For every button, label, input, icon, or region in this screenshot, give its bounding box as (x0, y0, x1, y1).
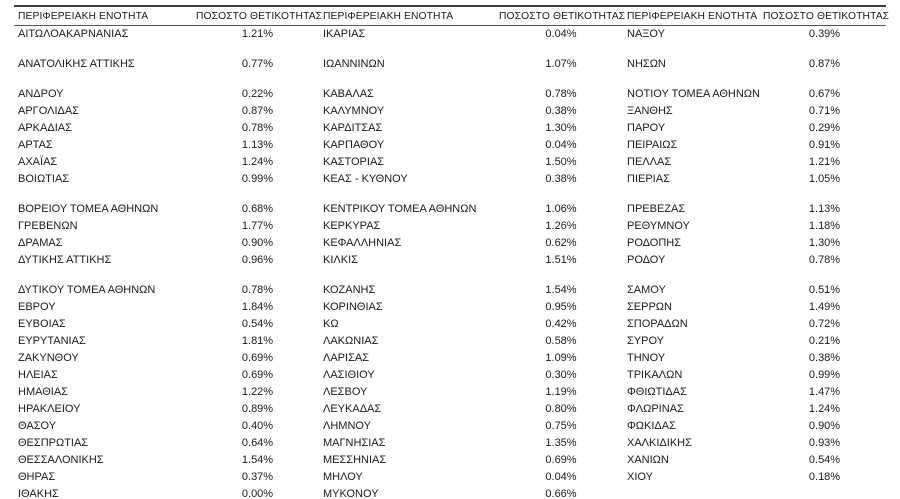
cell-region-name: ΚΕΑΣ - ΚΥΘΝΟΥ (323, 173, 408, 185)
cell-positivity-value: 0.64% (241, 437, 274, 449)
cell-positivity-value (763, 486, 886, 499)
table-row (14, 120, 886, 137)
table-row (14, 201, 886, 218)
cell-positivity-value: 0.18% (808, 471, 841, 483)
cell-region-name: ΠΕΙΡΑΙΩΣ (627, 139, 678, 151)
table-row (14, 171, 886, 188)
cell-positivity-value: 0.90% (241, 237, 274, 249)
cell-region-name (623, 486, 763, 499)
cell-positivity-value: 0.00% (196, 486, 319, 499)
cell-region-name: ΙΩΑΝΝΙΝΩΝ (323, 58, 385, 70)
cell-region-name: ΧΙΟΥ (627, 471, 653, 483)
cell-region-name (623, 188, 763, 201)
cell-region-name: ΘΗΡΑΣ (18, 471, 56, 483)
cell-positivity-value (196, 269, 319, 282)
cell-positivity-value: 1.24% (808, 403, 841, 415)
table-row (14, 252, 886, 269)
cell-region-name: ΑΡΤΑΣ (18, 139, 53, 151)
table-spacer-row (14, 188, 886, 201)
cell-region-name: ΘΑΣΟΥ (18, 420, 57, 432)
cell-region-name: ΚΕΡΚΥΡΑΣ (323, 220, 381, 232)
cell-positivity-value: 0.54% (241, 318, 274, 330)
cell-region-name: ΡΟΔΟΠΗΣ (627, 237, 682, 249)
cell-region-name: ΑΙΤΩΛΟΑΚΑΡΝΑΝΙΑΣ (18, 28, 129, 40)
cell-positivity-value: 0.91% (808, 139, 841, 151)
cell-region-name: ΒΟΡΕΙΟΥ ΤΟΜΕΑ ΑΘΗΝΩΝ (18, 203, 159, 215)
cell-region-name: ΕΥΒΟΙΑΣ (18, 318, 66, 330)
table-row (14, 282, 886, 299)
cell-region-name: ΚΑΛΥΜΝΟΥ (323, 105, 385, 117)
header-positivity-3: ΠΟΣΟΣΤΟ ΘΕΤΙΚΟΤΗΤΑΣ (763, 6, 886, 26)
cell-positivity-value: 0.80% (545, 403, 577, 415)
cell-region-name: ΚΑΡΔΙΤΣΑΣ (323, 122, 383, 134)
cell-region-name: ΠΑΡΟΥ (627, 122, 666, 134)
cell-positivity-value (763, 269, 886, 282)
cell-region-name: ΛΕΣΒΟΥ (323, 386, 368, 398)
header-row (14, 6, 886, 26)
cell-region-name: ΦΘΙΩΤΙΔΑΣ (627, 386, 687, 398)
cell-region-name: ΞΑΝΘΗΣ (627, 105, 673, 117)
table-row (14, 218, 886, 235)
cell-positivity-value: 0.37% (241, 471, 274, 483)
cell-positivity-value: 0.69% (241, 352, 274, 364)
cell-region-name: ΠΡΕΒΕΖΑΣ (627, 203, 686, 215)
cell-positivity-value: 0.04% (545, 139, 577, 151)
header-positivity-2: ΠΟΣΟΣΤΟ ΘΕΤΙΚΟΤΗΤΑΣ (499, 6, 623, 26)
cell-positivity-value: 1.05% (808, 173, 841, 185)
cell-positivity-value: 0.90% (808, 420, 841, 432)
table-row (14, 350, 886, 367)
cell-region-name: ΚΟΖΑΝΗΣ (323, 284, 376, 296)
cell-region-name: ΚΑΡΠΑΘΟΥ (323, 139, 385, 151)
cell-region-name: ΣΑΜΟΥ (627, 284, 666, 296)
cell-positivity-value (499, 269, 623, 282)
cell-region-name: ΛΕΥΚΑΔΑΣ (323, 403, 382, 415)
cell-positivity-value: 0.39% (808, 28, 841, 40)
cell-region-name: ΣΠΟΡΑΔΩΝ (627, 318, 688, 330)
cell-positivity-value: 1.50% (545, 156, 577, 168)
cell-positivity-value: 1.47% (808, 386, 841, 398)
cell-region-name: ΝΗΣΩΝ (627, 58, 666, 70)
cell-region-name (319, 269, 499, 282)
cell-positivity-value: 0.75% (545, 420, 577, 432)
cell-positivity-value: 0.54% (808, 454, 841, 466)
cell-positivity-value: 1.35% (545, 437, 577, 449)
table-row (14, 154, 886, 171)
cell-region-name: ΕΥΡΥΤΑΝΙΑΣ (18, 335, 86, 347)
cell-region-name: ΡΟΔΟΥ (627, 254, 666, 266)
cell-region-name: ΣΥΡΟΥ (627, 335, 665, 347)
cell-region-name (14, 269, 196, 282)
cell-region-name: ΣΕΡΡΩΝ (627, 301, 672, 313)
cell-region-name: ΔΡΑΜΑΣ (18, 237, 63, 249)
cell-positivity-value: 1.81% (241, 335, 274, 347)
table-header (14, 6, 890, 26)
table-row (14, 26, 886, 44)
cell-region-name: ΗΛΕΙΑΣ (18, 369, 58, 381)
cell-region-name: ΦΩΚΙΔΑΣ (627, 420, 676, 432)
cell-positivity-value: 0.67% (808, 88, 841, 100)
cell-positivity-value: 1.54% (241, 454, 274, 466)
cell-region-name: ΛΑΣΙΘΙΟΥ (323, 369, 375, 381)
cell-region-name: ΛΑΚΩΝΙΑΣ (323, 335, 379, 347)
cell-region-name: ΤΗΝΟΥ (627, 352, 666, 364)
cell-positivity-value: 0.69% (545, 454, 577, 466)
cell-positivity-value: 1.22% (241, 386, 274, 398)
cell-positivity-value: 0.72% (808, 318, 841, 330)
cell-region-name: ΛΑΡΙΣΑΣ (323, 352, 370, 364)
cell-region-name: ΕΒΡΟΥ (18, 301, 56, 313)
table-spacer-row (14, 269, 886, 282)
cell-positivity-value: 1.54% (545, 284, 577, 296)
cell-region-name: ΚΕΝΤΡΙΚΟΥ ΤΟΜΕΑ ΑΘΗΝΩΝ (323, 203, 477, 215)
cell-region-name (14, 188, 196, 201)
positivity-rate-table (14, 5, 890, 499)
cell-positivity-value: 0.78% (545, 88, 577, 100)
table-row (14, 367, 886, 384)
cell-positivity-value (763, 73, 886, 86)
table-row (14, 299, 886, 316)
cell-region-name (14, 43, 196, 56)
cell-positivity-value: 1.18% (808, 220, 841, 232)
cell-positivity-value: 1.09% (545, 352, 577, 364)
cell-positivity-value: 1.26% (545, 220, 577, 232)
cell-positivity-value: 0.38% (545, 173, 577, 185)
cell-region-name: ΠΕΛΛΑΣ (627, 156, 672, 168)
cell-positivity-value: 0.95% (545, 301, 577, 313)
cell-region-name: ΜΥΚΟΝΟΥ (319, 486, 499, 499)
cell-positivity-value: 1.13% (241, 139, 274, 151)
cell-region-name: ΘΕΣΠΡΩΤΙΑΣ (18, 437, 89, 449)
cell-region-name: ΝΑΞΟΥ (627, 28, 665, 40)
cell-positivity-value (196, 188, 319, 201)
table-row (14, 401, 886, 418)
cell-positivity-value: 0.78% (241, 284, 274, 296)
cell-region-name (14, 73, 196, 86)
cell-region-name: ΑΡΓΟΛΙΔΑΣ (18, 105, 79, 117)
cell-region-name (319, 43, 499, 56)
cell-positivity-value: 0.71% (808, 105, 841, 117)
table-row (14, 333, 886, 350)
cell-region-name: ΓΡΕΒΕΝΩΝ (18, 220, 78, 232)
cell-region-name: ΚΑΣΤΟΡΙΑΣ (323, 156, 385, 168)
cell-positivity-value: 0.93% (808, 437, 841, 449)
cell-positivity-value: 0.87% (808, 58, 841, 70)
cell-region-name: ΧΑΝΙΩΝ (627, 454, 669, 466)
cell-region-name: ΒΟΙΩΤΙΑΣ (18, 173, 70, 185)
header-positivity-1: ΠΟΣΟΣΤΟ ΘΕΤΙΚΟΤΗΤΑΣ (196, 6, 319, 26)
table-row (14, 469, 886, 486)
cell-region-name: ΧΑΛΚΙΔΙΚΗΣ (627, 437, 692, 449)
table-row (14, 86, 886, 103)
cell-region-name: ΚΩ (323, 318, 339, 330)
cell-positivity-value: 0.78% (808, 254, 841, 266)
cell-region-name: ΦΛΩΡΙΝΑΣ (627, 403, 684, 415)
cell-positivity-value: 0.42% (545, 318, 577, 330)
cell-region-name: ΝΟΤΙΟΥ ΤΟΜΕΑ ΑΘΗΝΩΝ (627, 88, 760, 100)
cell-positivity-value: 1.49% (808, 301, 841, 313)
cell-positivity-value: 0.40% (241, 420, 274, 432)
table-row (14, 384, 886, 401)
cell-positivity-value (499, 43, 623, 56)
cell-positivity-value: 0.62% (545, 237, 577, 249)
table-row (14, 103, 886, 120)
cell-positivity-value: 0.21% (808, 335, 841, 347)
cell-region-name (623, 73, 763, 86)
cell-positivity-value: 0.99% (241, 173, 274, 185)
cell-positivity-value: 0.68% (241, 203, 274, 215)
cell-region-name: ΖΑΚΥΝΘΟΥ (18, 352, 79, 364)
cell-region-name: ΚΕΦΑΛΛΗΝΙΑΣ (323, 237, 402, 249)
table-row (14, 418, 886, 435)
cell-positivity-value: 0.38% (545, 105, 577, 117)
cell-positivity-value: 1.13% (808, 203, 841, 215)
cell-region-name: ΚΑΒΑΛΑΣ (323, 88, 374, 100)
cell-positivity-value (499, 73, 623, 86)
header-region-2: ΠΕΡΙΦΕΡΕΙΑΚΗ ΕΝΟΤΗΤΑ (319, 6, 499, 26)
cell-region-name: ΙΚΑΡΙΑΣ (323, 28, 366, 40)
cell-positivity-value: 1.21% (241, 28, 274, 40)
cell-region-name: ΚΟΡΙΝΘΙΑΣ (323, 301, 383, 313)
header-region-1: ΠΕΡΙΦΕΡΕΙΑΚΗ ΕΝΟΤΗΤΑ (14, 6, 196, 26)
table-spacer-row (14, 43, 886, 56)
cell-region-name: ΑΧΑΪΑΣ (18, 156, 58, 168)
cell-positivity-value: 0.66% (499, 486, 623, 499)
cell-positivity-value (763, 188, 886, 201)
cell-region-name: ΔΥΤΙΚΗΣ ΑΤΤΙΚΗΣ (18, 254, 112, 266)
cell-region-name (319, 73, 499, 86)
cell-region-name: ΔΥΤΙΚΟΥ ΤΟΜΕΑ ΑΘΗΝΩΝ (18, 284, 156, 296)
cell-positivity-value: 0.22% (241, 88, 274, 100)
cell-positivity-value: 0.96% (241, 254, 274, 266)
table-row (14, 486, 886, 499)
cell-positivity-value: 0.78% (241, 122, 274, 134)
cell-region-name (623, 269, 763, 282)
cell-region-name: ΜΗΛΟΥ (323, 471, 363, 483)
cell-positivity-value: 0.04% (545, 471, 577, 483)
cell-positivity-value: 1.06% (545, 203, 577, 215)
cell-positivity-value: 0.89% (241, 403, 274, 415)
cell-positivity-value: 0.77% (241, 58, 274, 70)
cell-positivity-value: 0.29% (808, 122, 841, 134)
cell-region-name (623, 43, 763, 56)
cell-positivity-value: 1.51% (545, 254, 577, 266)
cell-positivity-value: 0.99% (808, 369, 841, 381)
cell-region-name: ΗΡΑΚΛΕΙΟΥ (18, 403, 81, 415)
cell-region-name: ΗΜΑΘΙΑΣ (18, 386, 68, 398)
table-row (14, 235, 886, 252)
table-body (14, 26, 886, 499)
table-row (14, 452, 886, 469)
table-spacer-row (14, 73, 886, 86)
cell-region-name: ΛΗΜΝΟΥ (323, 420, 371, 432)
cell-positivity-value: 1.84% (241, 301, 274, 313)
cell-region-name: ΡΕΘΥΜΝΟΥ (627, 220, 690, 232)
cell-region-name: ΜΑΓΝΗΣΙΑΣ (323, 437, 386, 449)
cell-region-name: ΑΝΑΤΟΛΙΚΗΣ ΑΤΤΙΚΗΣ (18, 58, 135, 70)
cell-positivity-value: 0.69% (241, 369, 274, 381)
header-region-3: ΠΕΡΙΦΕΡΕΙΑΚΗ ΕΝΟΤΗΤΑ (623, 6, 763, 26)
cell-region-name: ΜΕΣΣΗΝΙΑΣ (323, 454, 387, 466)
cell-positivity-value (196, 43, 319, 56)
cell-positivity-value: 1.77% (241, 220, 274, 232)
cell-positivity-value: 1.30% (808, 237, 841, 249)
cell-region-name: ΤΡΙΚΑΛΩΝ (627, 369, 683, 381)
cell-region-name: ΠΙΕΡΙΑΣ (627, 173, 670, 185)
cell-region-name (319, 188, 499, 201)
cell-positivity-value (763, 43, 886, 56)
table-row (14, 137, 886, 154)
cell-region-name: ΑΝΔΡΟΥ (18, 88, 64, 100)
cell-positivity-value: 0.51% (808, 284, 841, 296)
cell-region-name: ΚΙΛΚΙΣ (323, 254, 358, 266)
positivity-rate-table-container (0, 5, 900, 499)
cell-positivity-value: 0.04% (545, 28, 577, 40)
cell-positivity-value: 1.30% (545, 122, 577, 134)
cell-positivity-value: 0.30% (545, 369, 577, 381)
table-row (14, 435, 886, 452)
cell-region-name: ΑΡΚΑΔΙΑΣ (18, 122, 72, 134)
cell-positivity-value: 1.24% (241, 156, 274, 168)
cell-positivity-value: 1.07% (545, 58, 577, 70)
cell-positivity-value (499, 188, 623, 201)
table-row (14, 56, 886, 73)
cell-positivity-value (196, 73, 319, 86)
cell-positivity-value: 0.87% (241, 105, 274, 117)
cell-positivity-value: 1.19% (545, 386, 577, 398)
table-row (14, 316, 886, 333)
cell-positivity-value: 0.38% (808, 352, 841, 364)
cell-region-name: ΘΕΣΣΑΛΟΝΙΚΗΣ (18, 454, 104, 466)
cell-positivity-value: 1.21% (808, 156, 841, 168)
cell-region-name: ΙΘΑΚΗΣ (14, 486, 196, 499)
cell-positivity-value: 0.58% (545, 335, 577, 347)
